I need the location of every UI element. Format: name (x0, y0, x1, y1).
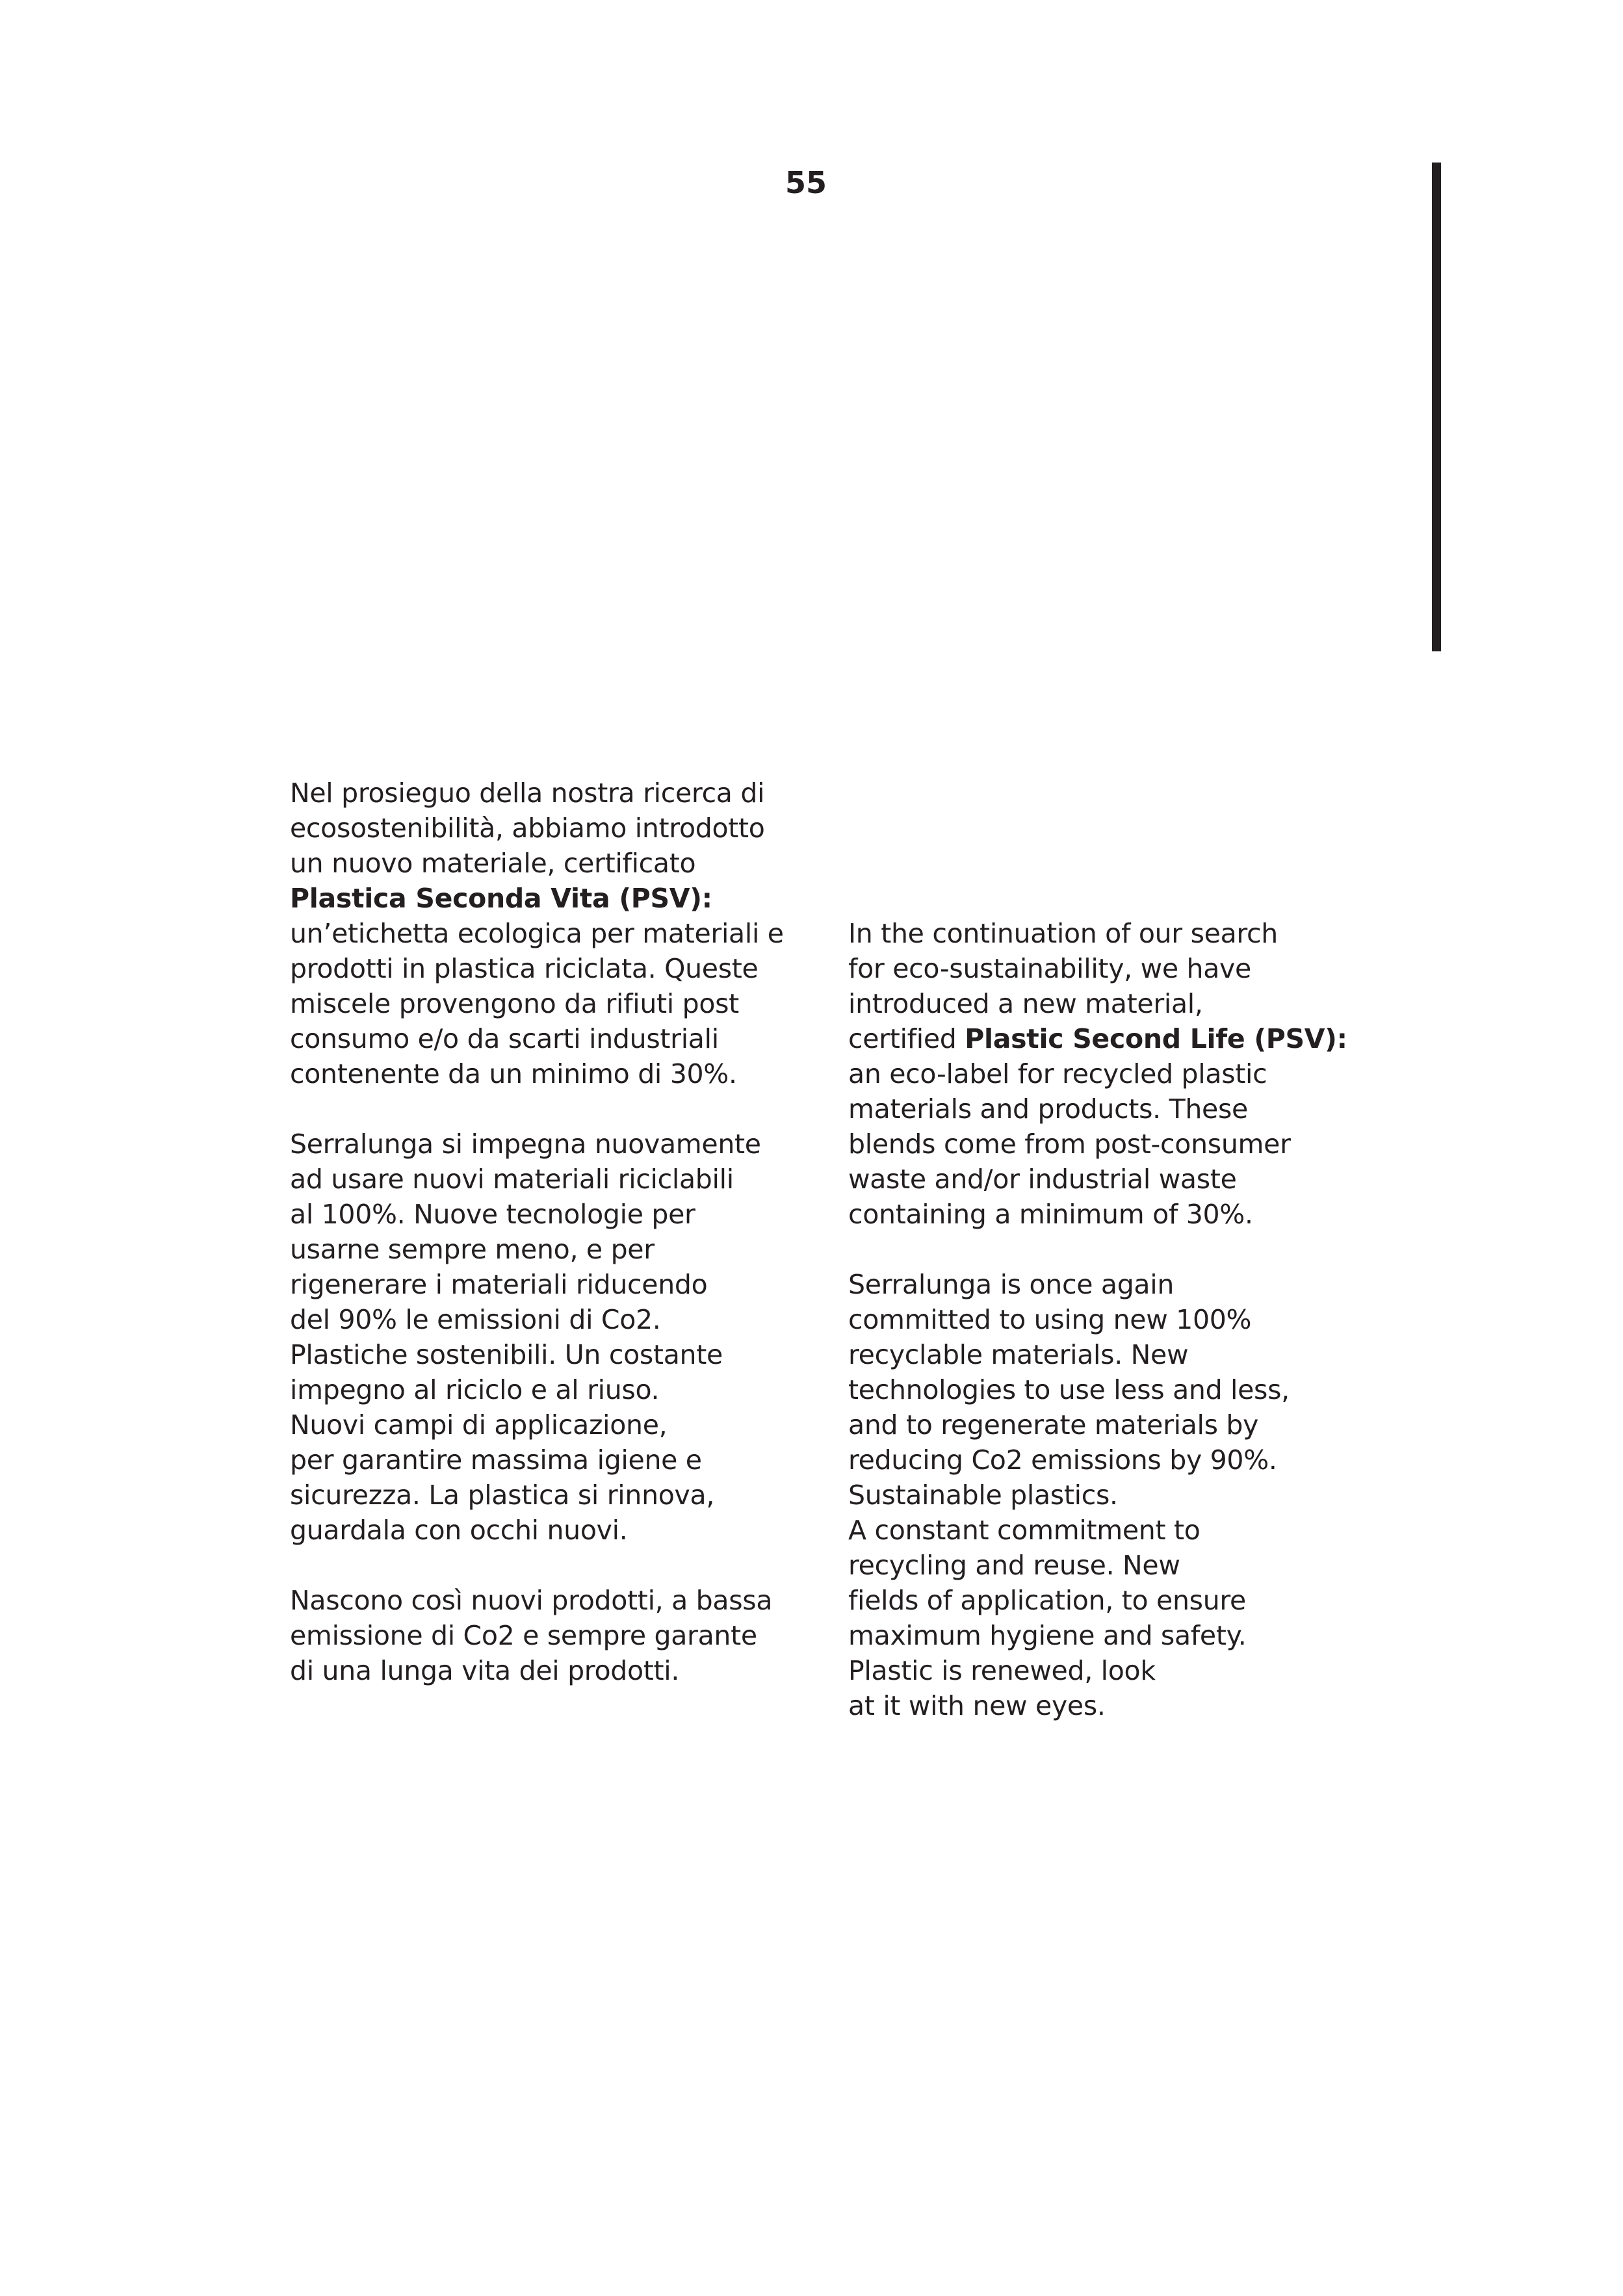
en-p1-line-6: materials and products. These (848, 1093, 1248, 1125)
en-p2-line-7: Sustainable plastics. (848, 1480, 1118, 1511)
en-p1-line-5: an eco-label for recycled plastic (848, 1058, 1267, 1089)
en-p1-line-9: containing a minimum of 30%. (848, 1199, 1253, 1230)
en-p1-line-2: for eco-sustainability, we have (848, 953, 1251, 984)
en-p1-line-7: blends come from post-consumer (848, 1128, 1291, 1160)
it-p3-line-2: emissione di Co2 e sempre garante (290, 1620, 757, 1651)
it-certification-name: Plastica Seconda Vita (PSV): (290, 883, 712, 914)
it-p1-line-5: un’etichetta ecologica per materiali e (290, 918, 784, 949)
en-p2-line-8: A constant commitment to (848, 1515, 1201, 1546)
en-p2-line-2: committed to using new 100% (848, 1304, 1252, 1335)
it-p2-line-6: del 90% le emissioni di Co2. (290, 1304, 661, 1335)
it-p2-line-8: impegno al riciclo e al riuso. (290, 1374, 660, 1405)
paragraph-gap (848, 1232, 1368, 1267)
it-p2-line-4: usarne sempre meno, e per (290, 1234, 655, 1265)
it-p2-line-5: rigenerare i materiali riducendo (290, 1269, 708, 1300)
en-p2-line-4: technologies to use less and less, (848, 1374, 1290, 1405)
en-p2-line-9: recycling and reuse. New (848, 1550, 1180, 1581)
it-p3-line-3: di una lunga vita dei prodotti. (290, 1655, 680, 1686)
en-p2-line-3: recyclable materials. New (848, 1339, 1189, 1370)
vertical-accent-bar (1432, 163, 1441, 651)
it-p2-line-1: Serralunga si impegna nuovamente (290, 1128, 761, 1160)
en-p2-line-5: and to regenerate materials by (848, 1409, 1259, 1441)
page-number: 55 (785, 165, 827, 200)
it-p2-line-7: Plastiche sostenibili. Un costante (290, 1339, 723, 1370)
it-p2-line-10: per garantire massima igiene e (290, 1444, 702, 1476)
it-p1-line-3: un nuovo materiale, certificato (290, 848, 696, 879)
en-p1-line-8: waste and/or industrial waste (848, 1164, 1237, 1195)
paragraph-gap (290, 1548, 810, 1583)
en-p1-line-3: introduced a new material, (848, 988, 1203, 1019)
it-p3-line-1: Nascono così nuovi prodotti, a bassa (290, 1585, 773, 1616)
en-p1-line-1: In the continuation of our search (848, 918, 1278, 949)
en-p2-line-11: maximum hygiene and safety. (848, 1620, 1247, 1651)
it-p1-line-7: miscele provengono da rifiuti post (290, 988, 739, 1019)
it-p1-line-1: Nel prosieguo della nostra ricerca di (290, 777, 765, 809)
paragraph-gap (290, 1091, 810, 1127)
en-certified-prefix: certified (848, 1023, 965, 1054)
it-p1-line-2: ecosostenibilità, abbiamo introdotto (290, 813, 765, 844)
italian-column (290, 776, 810, 1688)
en-p2-line-13: at it with new eyes. (848, 1690, 1106, 1721)
en-p2-line-6: reducing Co2 emissions by 90%. (848, 1444, 1277, 1476)
en-certification-name: Plastic Second Life (PSV): (965, 1023, 1347, 1054)
it-p2-line-2: ad usare nuovi materiali riciclabili (290, 1164, 734, 1195)
english-column (848, 916, 1368, 1723)
en-p2-line-10: fields of application, to ensure (848, 1585, 1246, 1616)
it-p2-line-9: Nuovi campi di applicazione, (290, 1409, 668, 1441)
it-p2-line-3: al 100%. Nuove tecnologie per (290, 1199, 695, 1230)
it-p1-line-8: consumo e/o da scarti industriali (290, 1023, 719, 1054)
it-p2-line-12: guardala con occhi nuovi. (290, 1515, 628, 1546)
en-p2-line-1: Serralunga is once again (848, 1269, 1175, 1300)
it-p1-line-6: prodotti in plastica riciclata. Queste (290, 953, 759, 984)
it-p2-line-11: sicurezza. La plastica si rinnova, (290, 1480, 715, 1511)
en-p2-line-12: Plastic is renewed, look (848, 1655, 1156, 1686)
it-p1-line-9: contenente da un minimo di 30%. (290, 1058, 737, 1089)
en-p1-line-4 (848, 1021, 1368, 1056)
